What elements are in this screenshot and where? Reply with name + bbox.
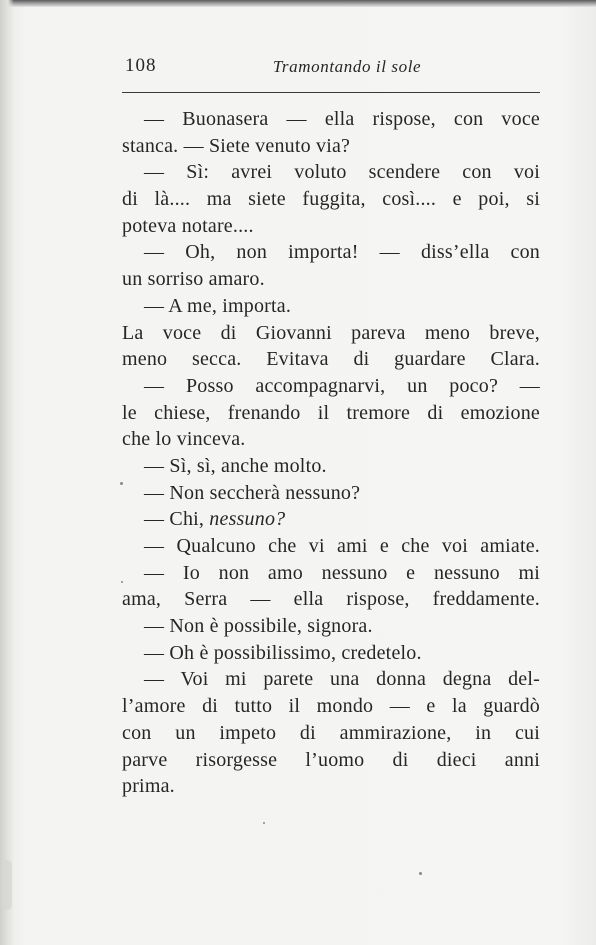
text-line: — Io non amo nessuno e nessuno mi <box>144 561 540 584</box>
text-line: — A me, importa. <box>144 294 292 317</box>
paper-speck <box>263 822 265 824</box>
running-title: Tramontando il sole <box>272 57 422 76</box>
text-line: poteva notare.... <box>122 214 254 237</box>
text-line: — Non è possibile, signora. <box>144 615 373 638</box>
text-line: un sorriso amaro. <box>122 268 265 291</box>
text-line: parve risorgesse l’uomo di dieci anni <box>122 748 540 771</box>
text-line: La voce di Giovanni pareva meno breve, <box>122 321 540 344</box>
text-line: prima. <box>122 775 175 798</box>
text-line: — Qualcuno che vi ami e che voi amiate. <box>144 535 540 557</box>
text-line: — Voi mi parete una donna degna del- <box>144 668 540 691</box>
text-line: di là.... ma siete fuggita, così.... e poi, si <box>122 188 540 211</box>
paper-speck <box>120 482 123 485</box>
header-rule <box>122 92 540 93</box>
body-text <box>122 106 540 800</box>
dialogue-text: — Chi, <box>144 508 210 531</box>
text-line: — Non seccherà nessuno? <box>144 481 361 504</box>
paper-speck <box>121 581 123 583</box>
text-line: — Buonasera — ella rispose, con voce <box>144 108 540 130</box>
page-number: 108 <box>125 55 157 76</box>
text-line: — Oh, non importa! — diss’ella con <box>144 241 540 264</box>
text-line: — Posso accompagnarvi, un poco? — <box>144 374 540 397</box>
text-line: — Sì: avrei voluto scendere con voi <box>144 161 540 184</box>
text-line-with-italic <box>122 506 540 533</box>
text-line: ama, Serra — ella rispose, freddamente. <box>122 588 540 611</box>
text-line: — Oh è possibilissimo, credetelo. <box>144 641 422 664</box>
text-line: con un impeto di ammirazione, in cui <box>122 721 540 744</box>
page-binding-shadow <box>0 0 14 945</box>
text-line: l’amore di tutto il mondo — e la guardò <box>122 695 540 718</box>
paper-speck <box>419 872 422 875</box>
text-line: le chiese, frenando il tremore di emozione <box>122 401 540 424</box>
text-line: stanca. — Siete venuto via? <box>122 134 351 157</box>
paper-stain <box>2 860 12 910</box>
text-line: — Sì, sì, anche molto. <box>144 454 327 477</box>
page-top-edge <box>0 0 596 7</box>
page-header <box>122 55 540 85</box>
text-line: che lo vinceva. <box>122 428 246 451</box>
italic-emphasis: nessuno? <box>209 508 286 531</box>
text-line: meno secca. Evitava di guardare Clara. <box>122 348 540 371</box>
